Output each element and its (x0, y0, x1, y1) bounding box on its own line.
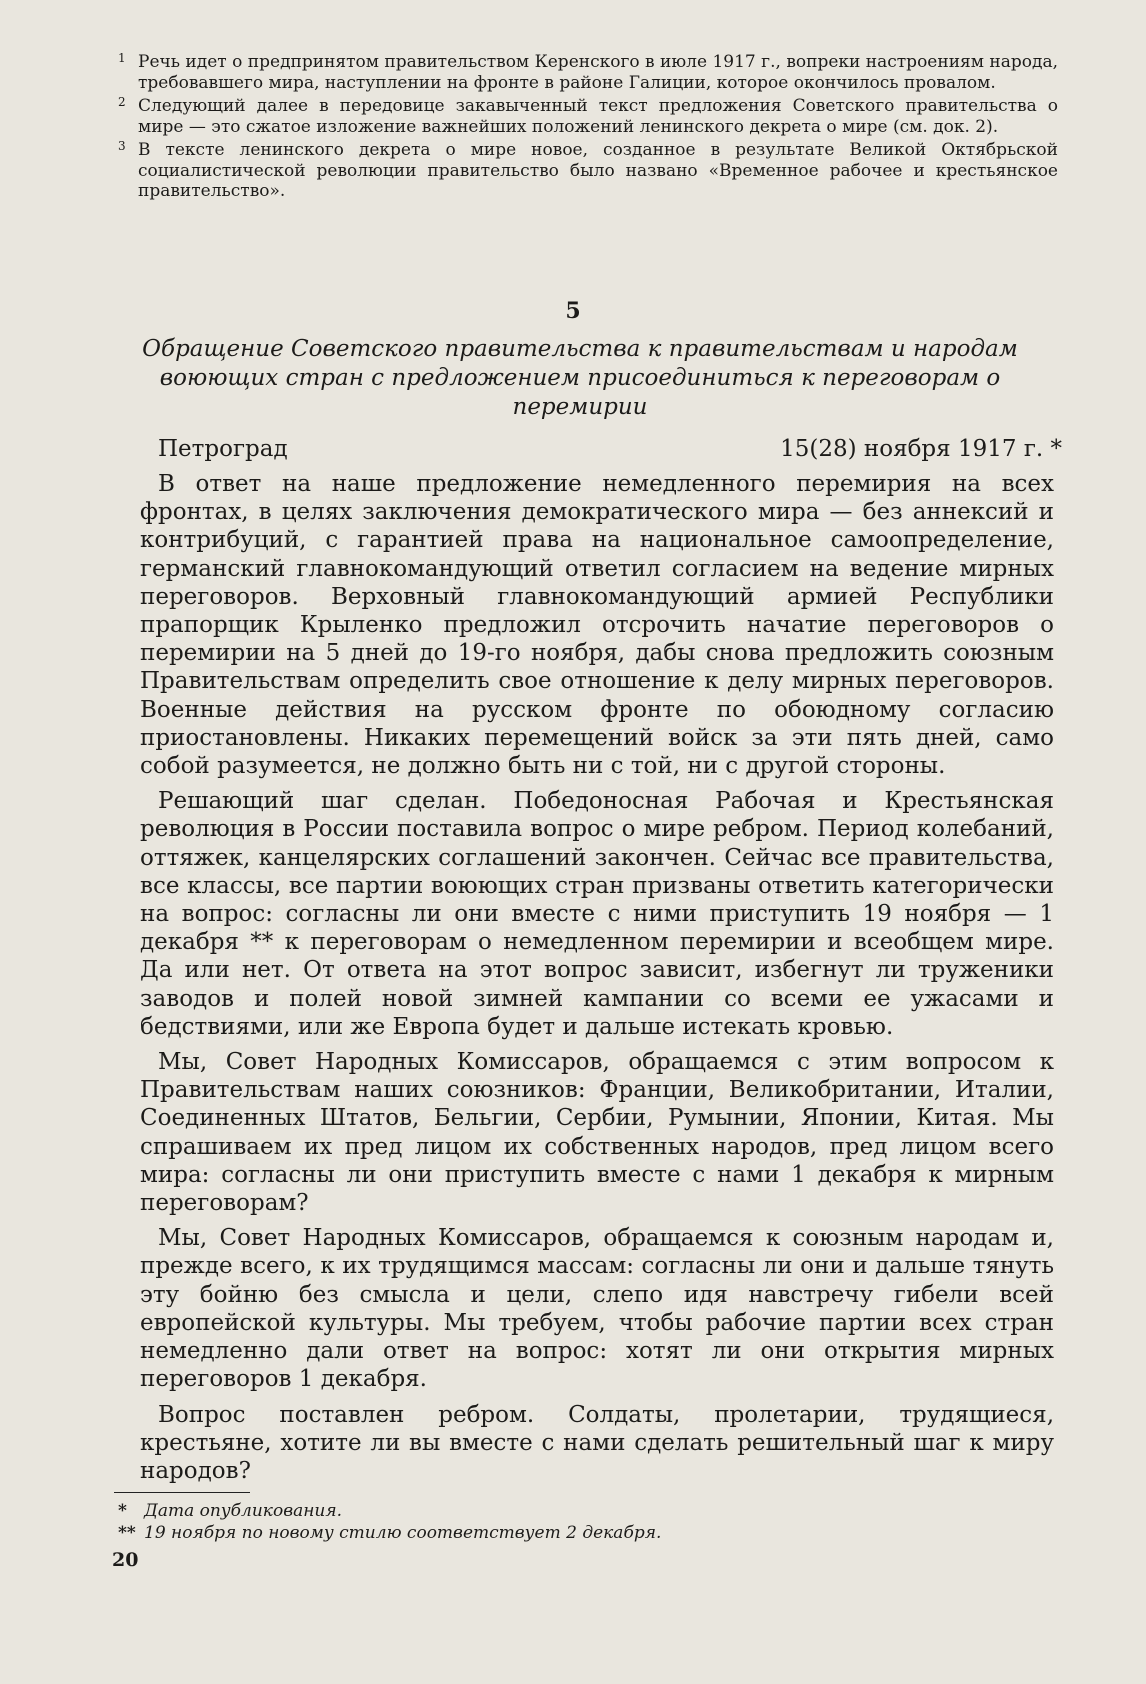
footnote-text: Дата опубликования. (144, 1501, 343, 1521)
endnote-text: В тексте ленинского декрета о мире новое, созданное в результате Великой Октябрьской социалистической революции правительство было названо «Временное рабочее и крестьянское правительство». (138, 140, 1058, 201)
document-date: 15(28) ноября 1917 г. * (780, 436, 1062, 462)
page-number: 20 (112, 1549, 139, 1571)
endnote-text: Речь идет о предпринятом правительством Керенского в июле 1917 г., вопреки настроениям народа, требовавшего мира, наступлении на фронте в районе Галиции, которое окончилось провалом. (138, 52, 1058, 93)
footnote-marker: * (118, 1501, 127, 1521)
endnote (118, 52, 1058, 93)
body-paragraph: Мы, Совет Народных Комиссаров, обращаемся с этим вопросом к Правительствам наших союзников: Франции, Великобритании, Италии, Соединенных Штатов, Бельгии, Сербии, Румынии, Японии, Китая. Мы спрашиваем их пред лицом их собственных народов, пред лицом всего мира: согласны ли они приступить вместе с нами 1 декабря к мирным переговорам? (140, 1049, 1054, 1217)
endnote-marker: 1 (118, 51, 126, 65)
body-paragraph: Решающий шаг сделан. Победоносная Рабочая и Крестьянская революция в России поставила вопрос о мире ребром. Период колебаний, оттяжек, канцелярских соглашений закончен. Сейчас все правительства, все классы, все партии воюющих стран призваны ответить категорически на вопрос: согласны ли они вместе с ними приступить 19 ноября — 1 декабря ** к переговорам о немедленном перемирии и всеобщем мире. Да или нет. От ответа на этот вопрос зависит, избегнут ли труженики заводов и полей новой зимней кампании со всеми ее ужасами и бедствиями, или же Европа будет и дальше истекать кровью. (140, 788, 1054, 1040)
footnote (114, 1522, 1054, 1544)
document-title: Обращение Советского правительства к правительствам и народам воюющих стран с предложением присоединиться к переговорам о перемирии (142, 336, 1018, 420)
document-place: Петроград (158, 436, 288, 462)
footnote (114, 1500, 1054, 1522)
body-paragraph: Мы, Совет Народных Комиссаров, обращаемся к союзным народам и, прежде всего, к их трудящимся массам: согласны ли они и дальше тянуть эту бойню без смысла и цели, слепо идя навстречу гибели всей европейской культуры. Мы требуем, чтобы рабочие партии всех стран немедленно дали ответ на вопрос: хотят ли они открытия мирных переговоров 1 декабря. (140, 1225, 1054, 1393)
endnotes-previous-document (118, 52, 1058, 205)
endnote-text: Следующий далее в передовице закавыченный текст предложения Советского правительства о мире — это сжатое изложение важнейших положений ленинского декрета о мире (см. док. 2). (138, 96, 1058, 137)
endnote-marker: 3 (118, 139, 126, 153)
footnote-divider (114, 1492, 250, 1493)
document-body (140, 470, 1054, 1492)
footnotes (114, 1500, 1054, 1544)
endnote-marker: 2 (118, 95, 126, 109)
footnote-marker: ** (118, 1523, 136, 1543)
body-paragraph: В ответ на наше предложение немедленного перемирия на всех фронтах, в целях заключения демократического мира — без аннексий и контрибуций, с гарантией права на национальное самоопределение, германский главнокомандующий ответил согласием на ведение мирных переговоров. Верховный главнокомандующий армией Республики прапорщик Крыленко предложил отсрочить начатие переговоров о перемирии на 5 дней до 19-го ноября, дабы снова предложить союзным Правительствам определить свое отношение к делу мирных переговоров. Военные действия на русском фронте по обоюдному согласию приостановлены. Никаких перемещений войск за эти пять дней, само собой разумеется, не должно быть ни с той, ни с другой стороны. (140, 471, 1054, 780)
body-paragraph: Вопрос поставлен ребром. Солдаты, пролетарии, трудящиеся, крестьяне, хотите ли вы вместе с нами сделать решительный шаг к миру народов? (140, 1401, 1054, 1484)
place-date-line (158, 436, 1062, 462)
footnote-text: 19 ноября по новому стилю соответствует 2 декабря. (144, 1523, 662, 1543)
document-number: 5 (565, 298, 581, 324)
endnote (118, 140, 1058, 202)
endnote (118, 96, 1058, 137)
